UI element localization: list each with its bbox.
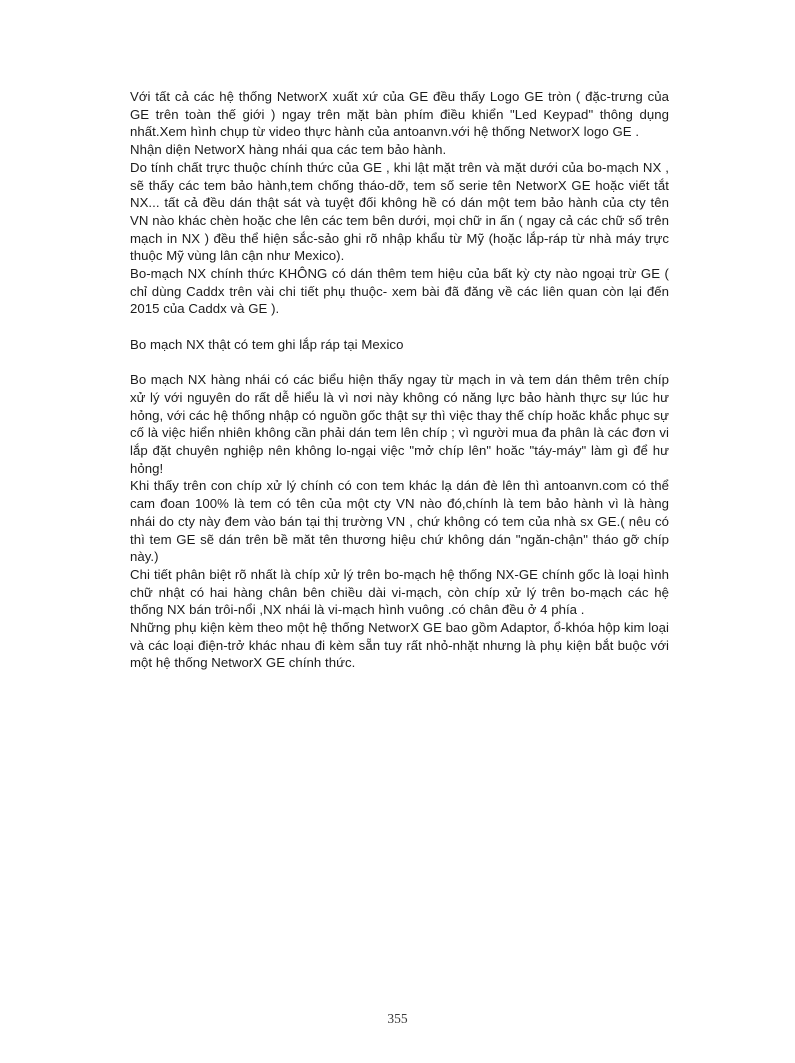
text-block: [130, 88, 669, 672]
page-number: 355: [387, 1011, 408, 1026]
paragraph-bo-mach-khong-tem: Bo-mạch NX chính thức KHÔNG có dán thêm tem hiệu của bất kỳ cty nào ngoại trừ GE ( chỉ dùng Caddx trên vài chi tiết phụ thuộc- xem bài đã đăng về các liên quan còn lại đến 2015 của Caddx và GE ).: [130, 266, 669, 317]
paragraph-tem-bao-hanh: Do tính chất trực thuộc chính thức của GE , khi lật mặt trên và mặt dưới của bo-mạch NX , sẽ thấy các tem bảo hành,tem chống tháo-dỡ, tem số serie tên NetworX GE hoặc viết tắt NX... tất cả đều dán thật sát và tuyệt đối không hề có dán một tem bảo hành của cty tên VN nào khác chèn hoặc che lên các tem bên dưới, mọi chữ in ấn ( ngay cả các chữ số trên mạch in NX ) đều thể hiện sắc-sảo ghi rõ nhập khẩu từ Mỹ (hoặc lắp-ráp từ nhà máy trực thuộc Mỹ vùng lân cận như Mexico).: [130, 159, 669, 264]
paragraph-tem-khac-la: Khi thấy trên con chíp xử lý chính có con tem khác lạ dán đè lên thì antoanvn.com có thể cam đoan 100% là tem có tên của một cty VN nào đó,chính là tem bảo hành vì là hàng nhái do cty này đem vào bán tại thị trường VN , chứ không có tem của nhà sx GE.( nêu có thì tem GE sẽ dán trên bề măt tên thương hiệu chứ không dán "ngăn-chận" tháo gỡ chíp này.): [130, 478, 669, 565]
paragraph-chip-xu-ly: Chi tiết phân biệt rõ nhất là chíp xử lý trên bo-mạch hệ thống NX-GE chính gốc là loại hình chữ nhật có hai hàng chân bên chiều dài vi-mạch, còn chíp xử lý trên bo-mạch các hệ thống NX bán trôi-nổi ,NX nhái là vi-mạch hình vuông .có chân đều ở 4 phía .: [130, 566, 669, 618]
paragraph-hang-nhai-bieu-hien: Bo mạch NX hàng nhái có các biểu hiện thấy ngay từ mạch in và tem dán thêm trên chíp xử lý với nguyên do rất dễ hiểu là vì nơi này không có năng lực bảo hành thực sự lúc hư hỏng, với các hệ thống nhập có nguồn gốc thật sự thì việc thay thế chíp hoăc khắc phục sự cố là việc hiển nhiên không cần phải dán tem lên chíp ; vì người mua đa phân là các đơn vi lắp đặt chuyên nghiệp nên không lo-ngại việc "mở chíp lên" hoăc "táy-máy" làm gì để hư hỏng!: [130, 372, 669, 476]
paragraph-mexico-note: Bo mạch NX thật có tem ghi lắp ráp tại Mexico: [130, 336, 404, 352]
paragraph-nhan-dien-heading: Nhận diện NetworX hàng nhái qua các tem bảo hành.: [130, 142, 447, 158]
paragraph-phu-kien: Những phụ kiện kèm theo một hệ thống NetworX GE bao gồm Adaptor, ổ-khóa hộp kim loại và các loại điện-trở khác nhau đi kèm sẵn tuy rất nhỏ-nhặt nhưng là phụ kiện bắt buộc với một hệ thống NetworX GE chính thức.: [130, 620, 669, 671]
paragraph-logo-ge: Với tất cả các hệ thống NetworX xuất xứ của GE đều thấy Logo GE tròn ( đặc-trưng của GE trên toàn thế giới ) ngay trên mặt bàn phím điều khiển "Led Keypad" thông dụng nhất.Xem hình chụp từ video thực hành của antoanvn.với hệ thống NetworX logo GE .: [130, 89, 669, 140]
